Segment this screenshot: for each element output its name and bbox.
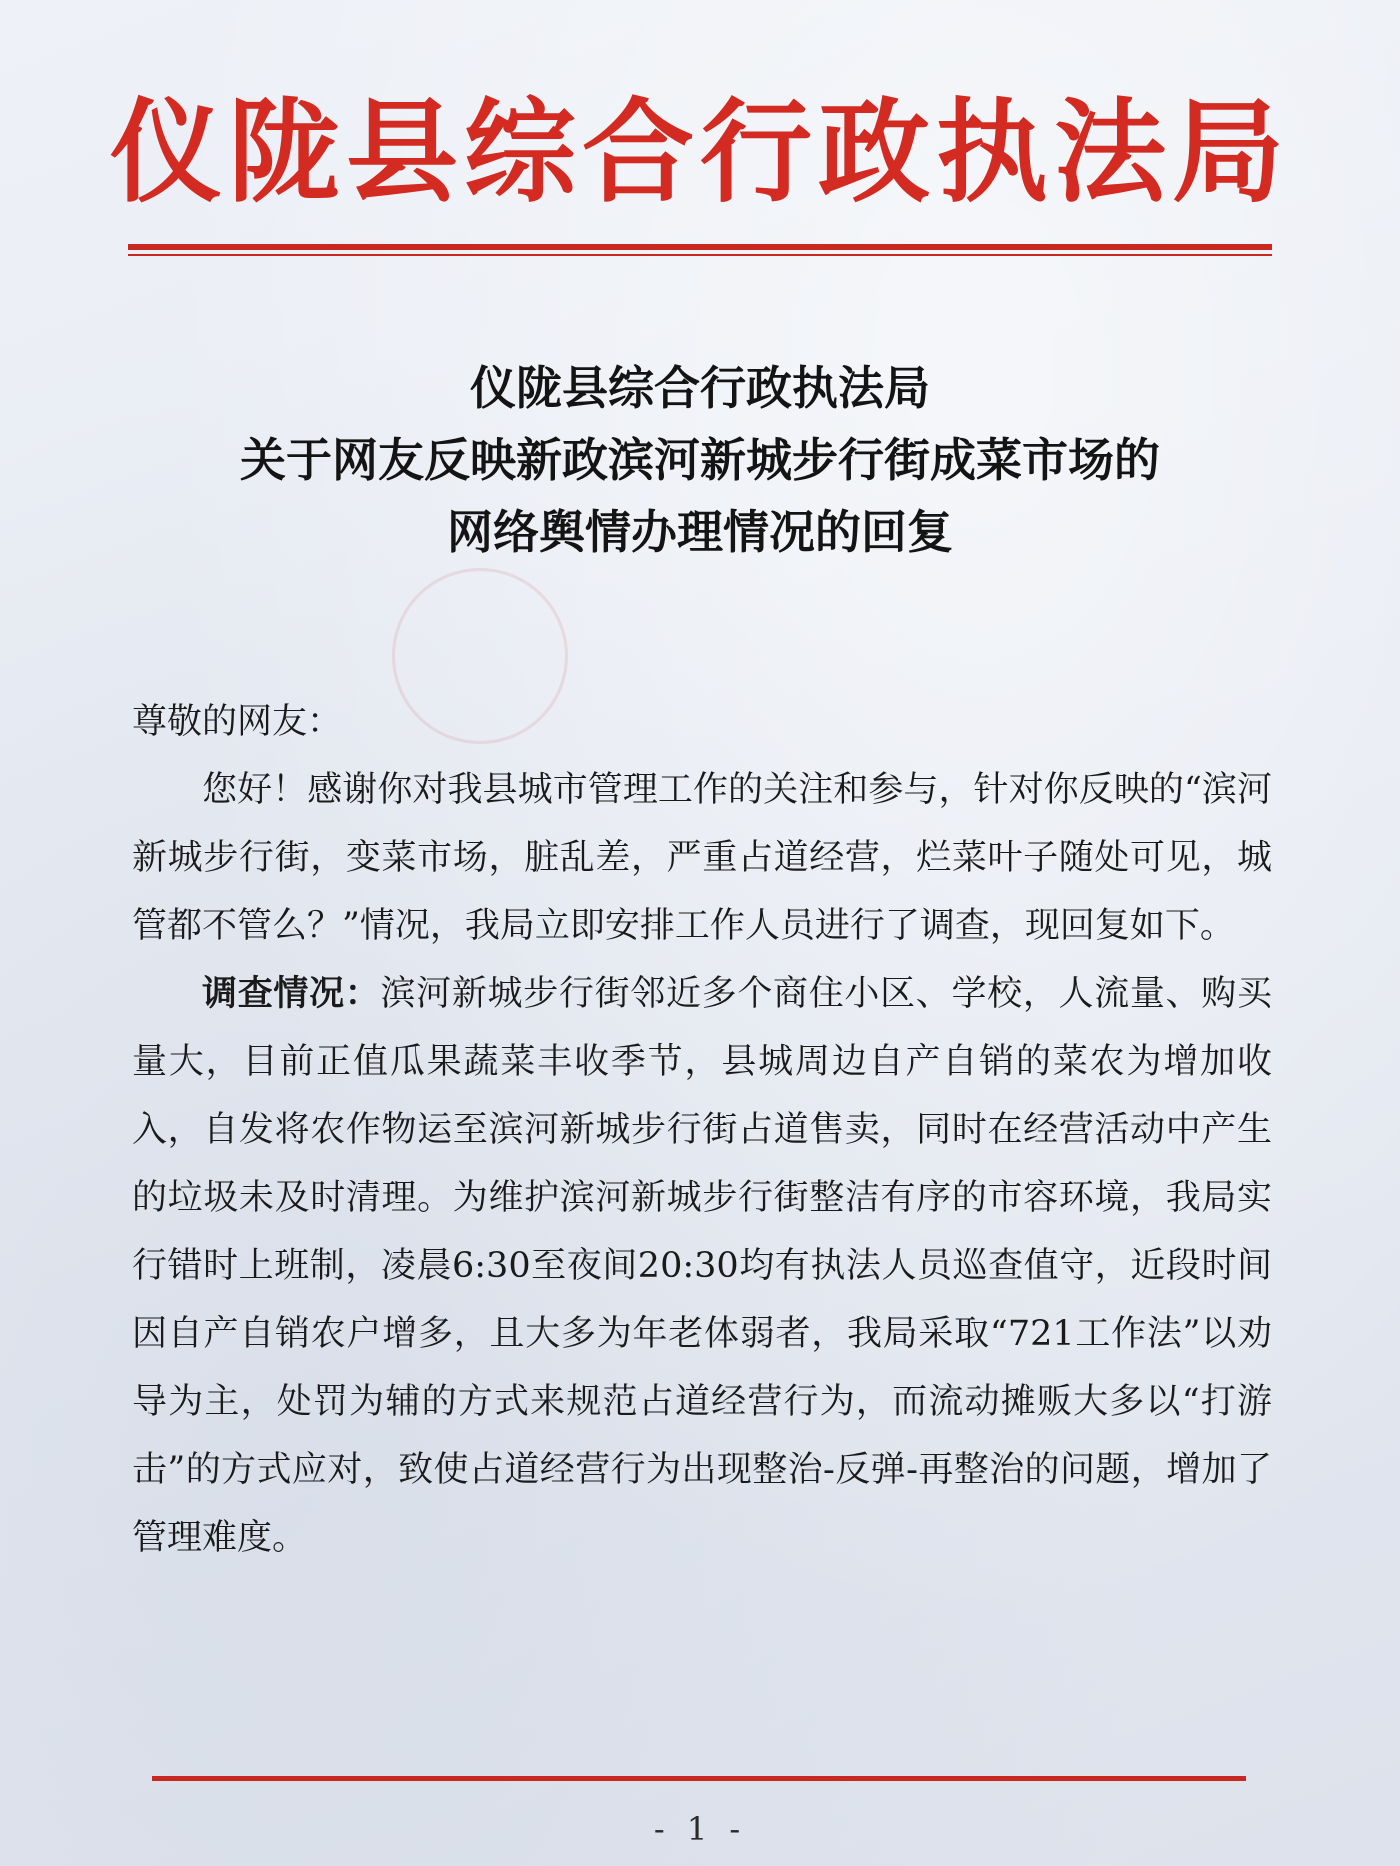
salutation: 尊敬的网友： — [132, 702, 343, 742]
document-title — [120, 352, 1280, 568]
document-title-line-3: 网络舆情办理情况的回复 — [447, 505, 953, 559]
letterhead-title: 仪陇县综合行政执法局 — [110, 87, 1290, 218]
document-title-line-2: 关于网友反映新政滨河新城步行街成菜市场的 — [240, 433, 1160, 487]
paragraph-investigation-lead: 调查情况： — [202, 973, 381, 1014]
document-body — [132, 688, 1272, 1572]
page-number: - 1 - — [653, 1810, 747, 1848]
footer-red-rule — [152, 1776, 1246, 1781]
letterhead-red-rule — [128, 244, 1272, 250]
paragraph-investigation — [132, 960, 1272, 1572]
document-title-line-1: 仪陇县综合行政执法局 — [470, 361, 930, 415]
letterhead-red-rule-thin — [128, 254, 1272, 256]
paragraph-investigation-body: 滨河新城步行街邻近多个商住小区、学校，人流量、购买量大，目前正值瓜果蔬菜丰收季节，县城周边自产自销的菜农为增加收入，自发将农作物运至滨河新城步行街占道售卖，同时在经营活动中产生的垃圾未及时清理。为维护滨河新城步行街整洁有序的市容环境，我局实行错时上班制，凌晨6:30至夜间20:30均有执法人员巡查值守，近段时间因自产自销农户增多，且大多为年老体弱者，我局采取“721工作法”以劝导为主，处罚为辅的方式来规范占道经营行为，而流动摊贩大多以“打游击”的方式应对，致使占道经营行为出现整治-反弹-再整治的问题，增加了管理难度。 — [132, 974, 1272, 1558]
paragraph-greeting: 您好！感谢你对我县城市管理工作的关注和参与，针对你反映的“滨河新城步行街，变菜市场，脏乱差，严重占道经营，烂菜叶子随处可见，城管都不管么？”情况，我局立即安排工作人员进行了调查，现回复如下。 — [132, 770, 1272, 946]
